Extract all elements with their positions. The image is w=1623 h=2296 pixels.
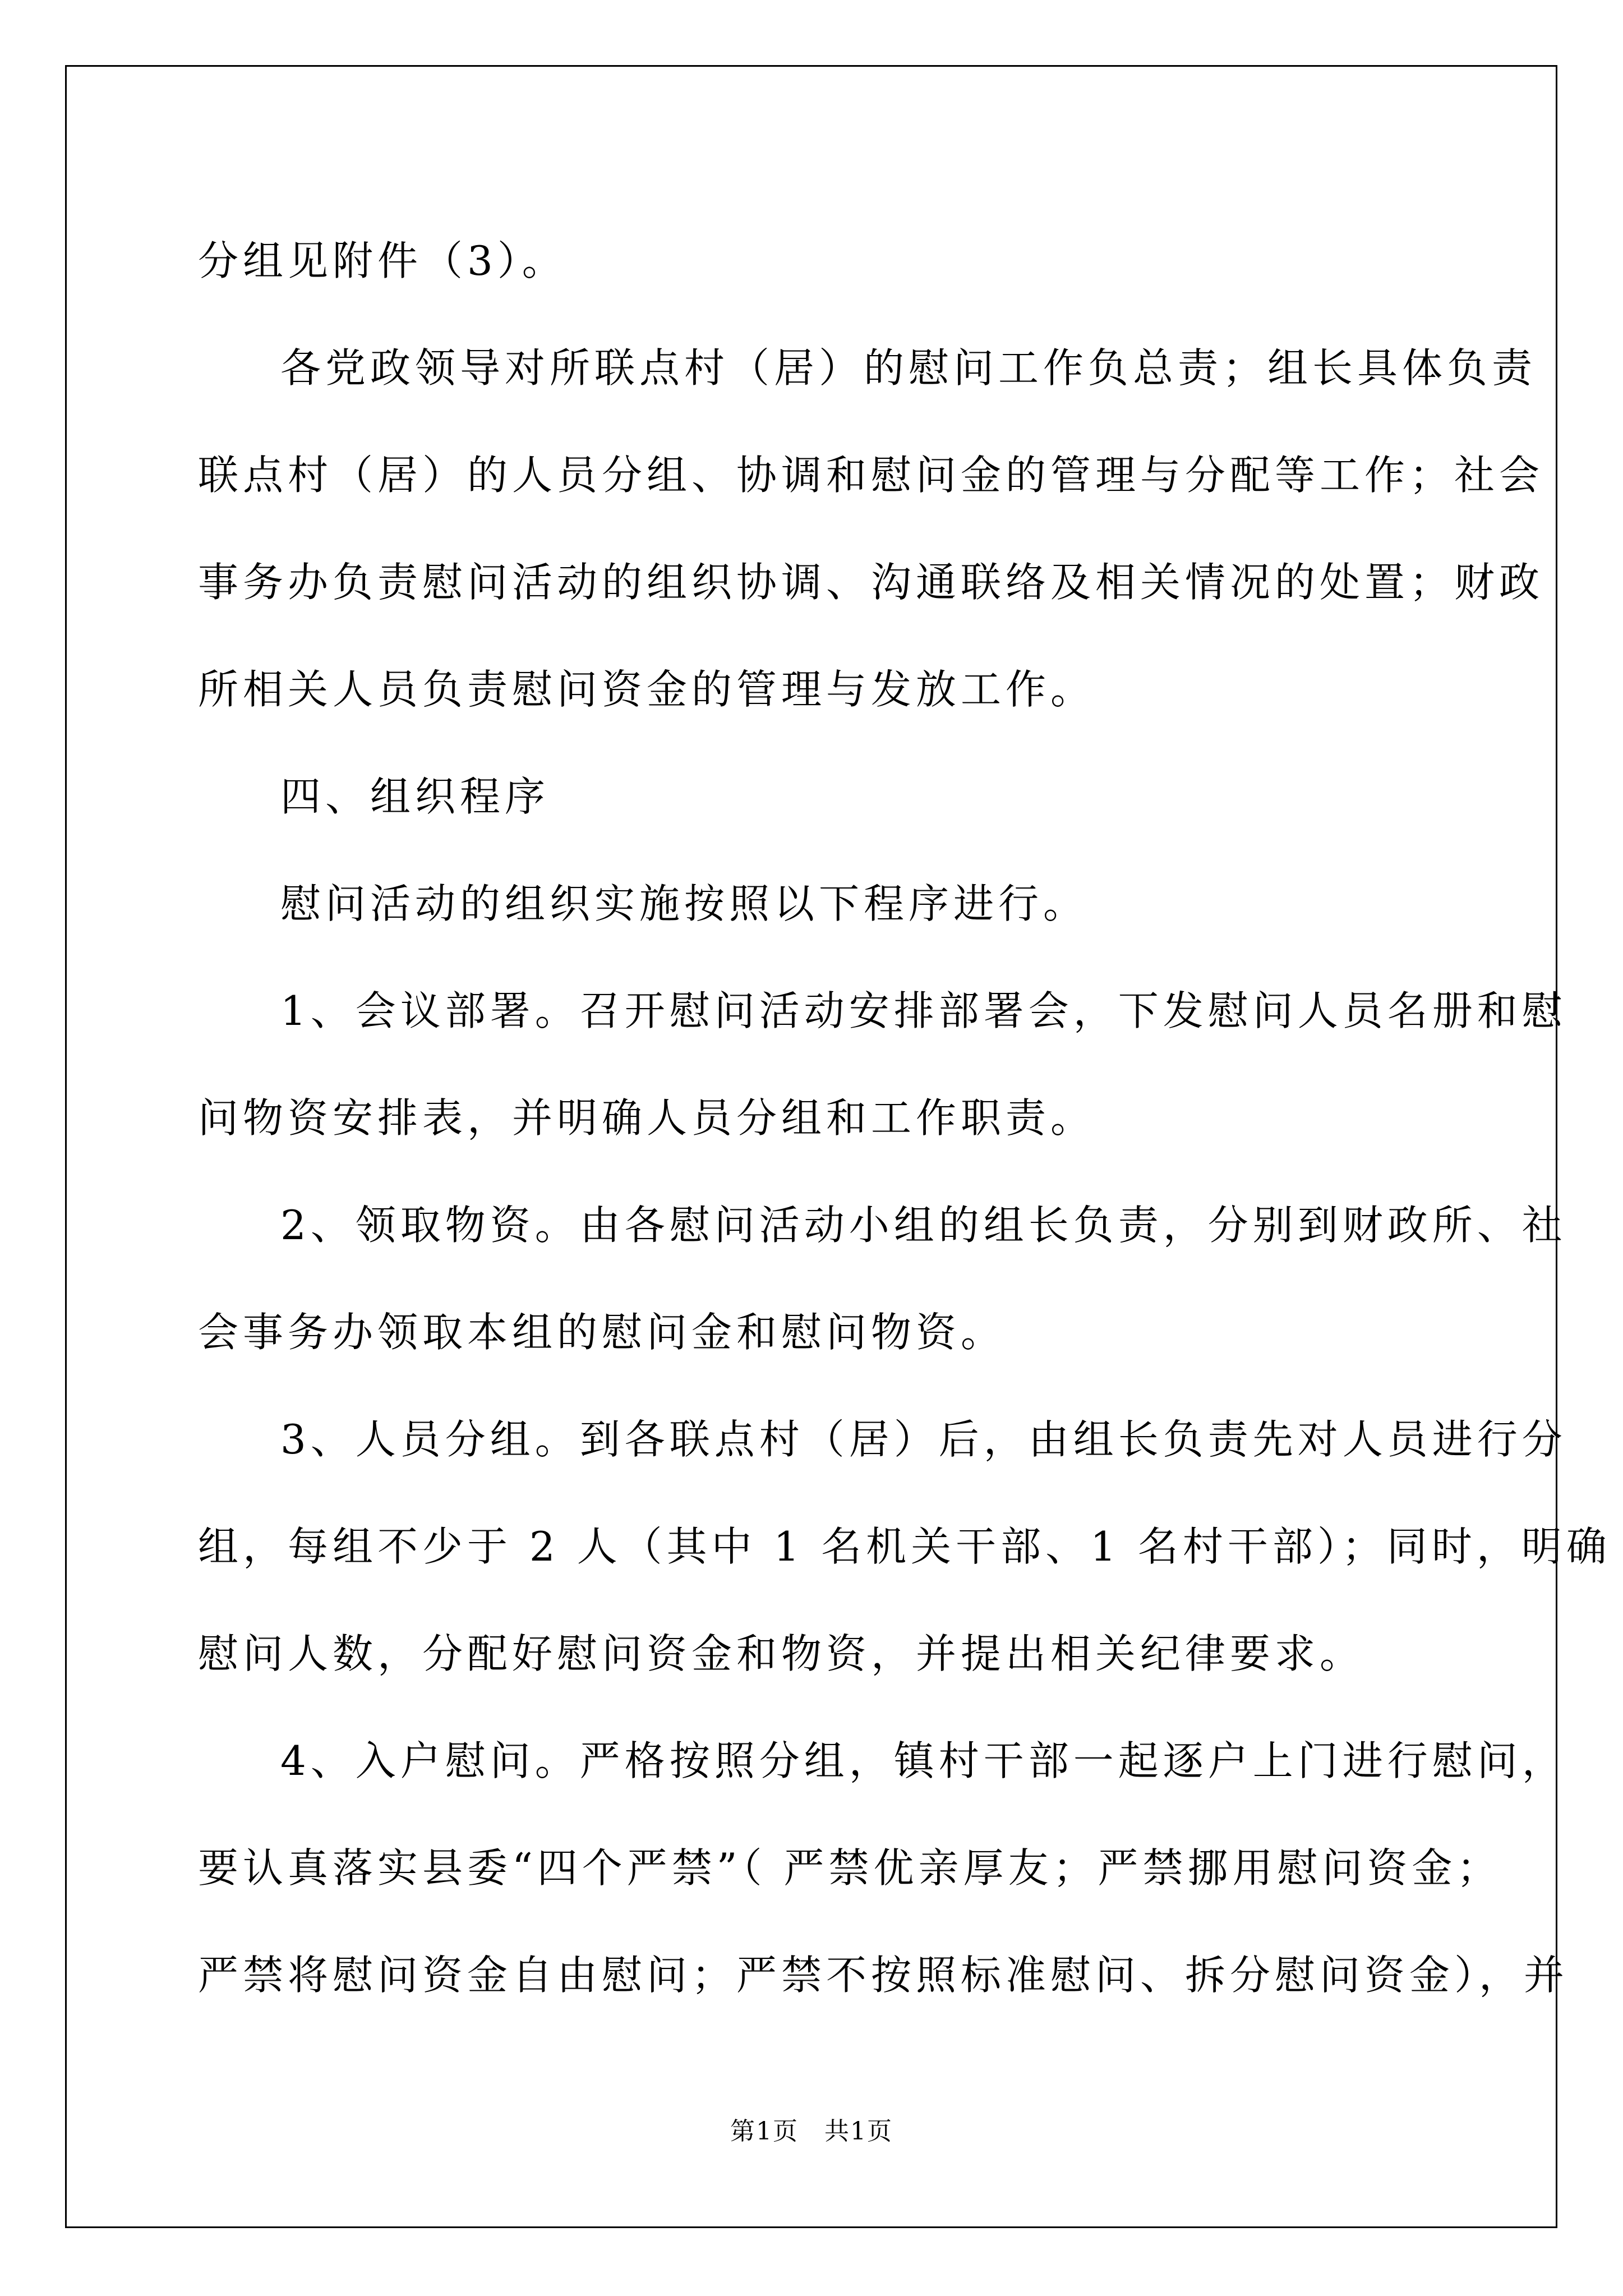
paragraph-line: 3、人员分组。到各联点村（居）后，由组长负责先对人员进行分 (280, 1416, 1567, 1463)
paragraph-line: 组，每组不少于 2 人（其中 1 名机关干部、1 名村干部）；同时，明确 (198, 1523, 1611, 1570)
paragraph-line: 事务办负责慰问活动的组织协调、沟通联络及相关情况的处置；财政 (198, 559, 1544, 606)
paragraph-line: 2、领取物资。由各慰问活动小组的组长负责，分别到财政所、社 (280, 1202, 1567, 1249)
paragraph-line: 联点村（居）的人员分组、协调和慰问金的管理与分配等工作；社会 (198, 452, 1544, 499)
paragraph-line: 分组见附件（3）。 (198, 237, 567, 284)
paragraph-line: 1、会议部署。召开慰问活动安排部署会，下发慰问人员名册和慰 (280, 987, 1567, 1034)
paragraph-line: 慰问活动的组织实施按照以下程序进行。 (280, 880, 1089, 927)
document-body (198, 208, 1611, 2029)
paragraph-line: 所相关人员负责慰问资金的管理与发放工作。 (198, 666, 1096, 713)
paragraph-line: 严禁将慰问资金自由慰问；严禁不按照标准慰问、拆分慰问资金），并 (198, 1952, 1569, 1999)
paragraph-line: 慰问人数，分配好慰问资金和物资，并提出相关纪律要求。 (198, 1630, 1365, 1677)
section-heading: 四、组织程序 (280, 773, 550, 820)
paragraph-line: 要认真落实县委“四个严禁”（ 严禁优亲厚友；严禁挪用慰问资金； (198, 1844, 1502, 1892)
paragraph-line: 会事务办领取本组的慰问金和慰问物资。 (198, 1309, 1006, 1356)
paragraph-line: 问物资安排表，并明确人员分组和工作职责。 (198, 1094, 1096, 1142)
paragraph-line: 4、入户慰问。严格按照分组，镇村干部一起逐户上门进行慰问， (280, 1737, 1567, 1784)
paragraph-line: 各党政领导对所联点村（居）的慰问工作负总责；组长具体负责 (280, 344, 1537, 392)
page-footer: 第1页 共1页 (730, 2117, 893, 2146)
